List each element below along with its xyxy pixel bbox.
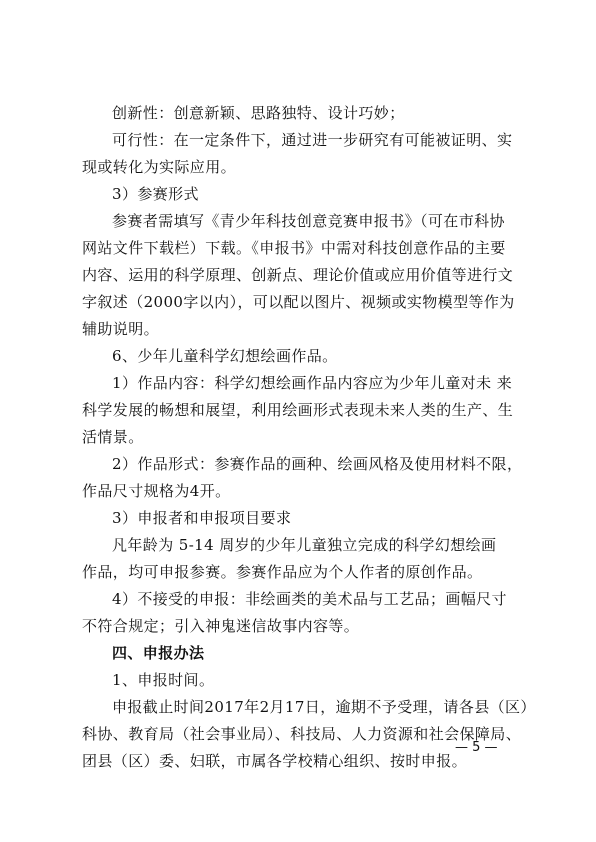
section-heading: 四、申报办法 [112,644,205,662]
text-line: 作品尺寸规格为4开。 [82,482,231,500]
text-line: 2）作品形式：参赛作品的画种、绘画风格及使用材料不限， [112,455,523,473]
text-line: 1）作品内容：科学幻想绘画作品内容应为少年儿童对未 来 [112,374,513,392]
text-line: 3）申报者和申报项目要求 [112,509,292,527]
text-line: 辅助说明。 [82,320,160,338]
text-line: 凡年龄为 5-14 周岁的少年儿童独立完成的科学幻想绘画 [112,536,497,554]
text-line: 字叙述（2000字以内），可以配以图片、视频或实物模型等作为 [82,293,515,311]
text-line: 1、申报时间。 [112,671,215,689]
text-line: 现或转化为实际应用。 [82,158,237,176]
text-line: 不符合规定；引入神鬼迷信故事内容等。 [82,617,360,635]
text-line: 3）参赛形式 [112,185,199,203]
text-line: 团县（区）委、妇联，市属各学校精心组织、按时申报。 [82,752,468,770]
text-line: 4）不接受的申报：非绘画类的美术品与工艺品；画幅尺寸 [112,590,507,608]
text-line: 内容、运用的科学原理、创新点、理论价值或应用价值等进行文 [82,266,514,284]
page-number: — 5 — [455,740,498,755]
text-line: 创新性：创意新颖、思路独特、设计巧妙； [112,104,405,122]
text-line: 申报截止时间2017年2月17日，逾期不予受理，请各县（区） [112,698,536,716]
text-line: 网站文件下载栏）下载。《申报书》中需对科技创意作品的主要 [82,239,506,257]
text-line: 参赛者需填写《青少年科技创意竞赛申报书》（可在市科协 [112,212,505,230]
text-line: 作品，均可申报参赛。参赛作品应为个人作者的原创作品。 [82,563,483,581]
text-line: 6、少年儿童科学幻想绘画作品。 [112,347,338,365]
text-line: 科协、教育局（社会事业局）、科技局、人力资源和社会保障局、 [82,725,522,743]
text-line: 可行性：在一定条件下，通过进一步研究有可能被证明、实 [112,131,513,149]
text-line: 科学发展的畅想和展望，利用绘画形式表现未来人类的生产、生 [82,401,514,419]
text-line: 活情景。 [82,428,144,446]
